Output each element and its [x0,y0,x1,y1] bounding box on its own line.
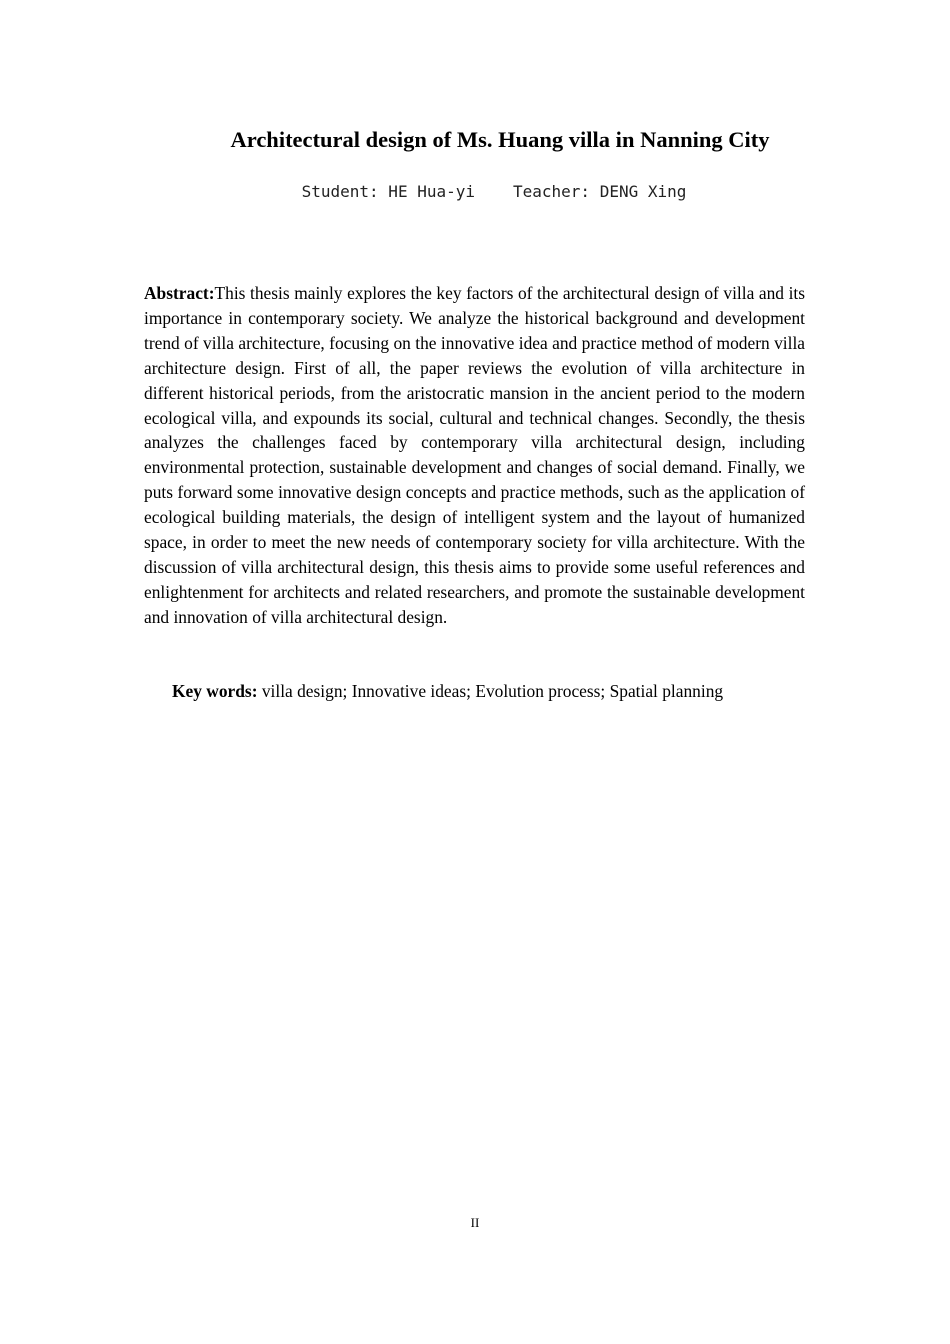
page-number: II [470,1215,480,1230]
keywords-paragraph [144,679,805,704]
abstract-paragraph [144,281,805,630]
author-line [0,180,950,204]
abstract-label: Abstract: [144,283,215,303]
teacher-name: Teacher: DENG Xing [513,182,687,201]
student-name: Student: HE Hua-yi [301,182,475,201]
keywords-text: villa design; Innovative ideas; Evolution process; Spatial planning [257,681,724,701]
keywords-label: Key words: [172,681,258,701]
abstract-text: This thesis mainly explores the key factors of the architectural design of villa and its importance in contemporary society. We analyze the historical background and development trend of villa architecture, focusing on the innovative idea and practice method of modern villa architecture design. First of all, the paper reviews the evolution of villa architecture in different historical periods, from the aristocratic mansion in the ancient period to the modern ecological villa, and expounds its social, cultural and technical changes. Secondly, the thesis analyzes the challenges faced by contemporary villa architectural design, including environmental protection, sustainable development and changes of social demand. Finally, we puts forward some innovative design concepts and practice methods, such as the application of ecological building materials, the design of intelligent system and the layout of humanized space, in order to meet the new needs of contemporary society for villa architecture. With the discussion of villa architectural design, this thesis aims to provide some useful references and enlightenment for architects and related researchers, and promote the sustainable development and innovation of villa architectural design. [144,283,805,627]
paper-title: Architectural design of Ms. Huang villa in Nanning City [230,127,770,152]
